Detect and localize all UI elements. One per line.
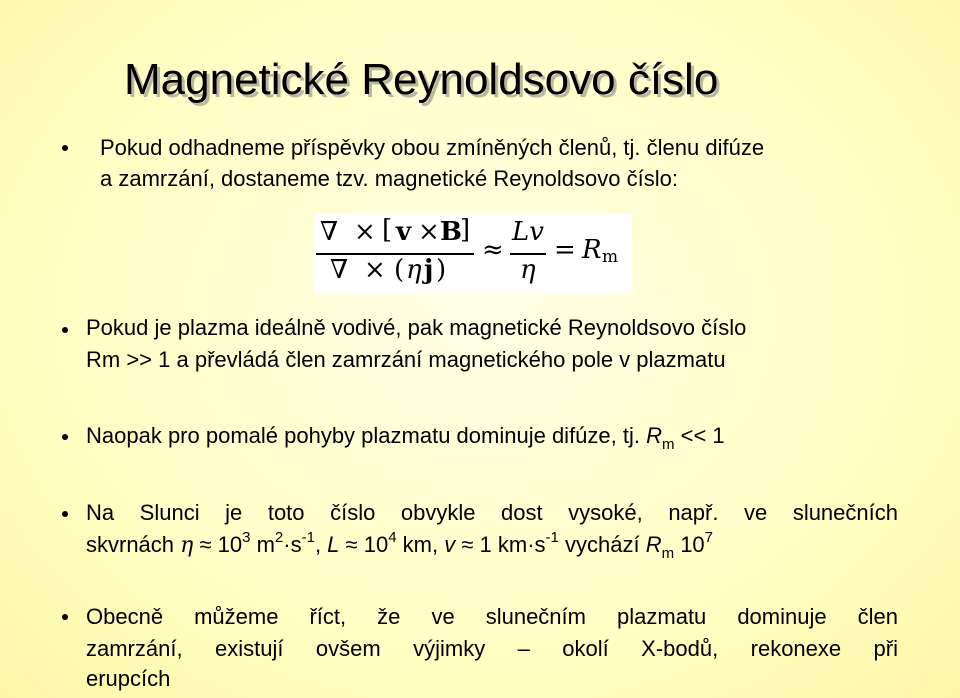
l4-L: L <box>327 532 340 557</box>
l4-R: R <box>645 532 662 557</box>
bullet-3-marker <box>62 434 68 440</box>
l4-sup-3: -1 <box>301 529 315 546</box>
bullet-5-line-3: erupcích <box>86 666 171 691</box>
bullet-2-line-2: Rm >> 1 a převládá člen zamrzání magnetického pole v plazmatu <box>86 347 726 372</box>
formula-num-B: B <box>440 217 462 247</box>
bullet-1-line-2: a zamrzání, dostaneme tzv. magnetické Reynoldsovo číslo: <box>100 166 678 191</box>
bullet-3-R-sub: m <box>662 436 675 453</box>
bullet-4-marker <box>62 511 68 517</box>
bullet-5-line-1: Obecně můžeme říct, že ve slunečním plazmatu dominuje člen <box>86 604 898 629</box>
bullet-5-marker <box>62 614 68 620</box>
bullet-2-marker <box>62 327 68 333</box>
bullet-5-line-2: zamrzání, existují ovšem výjimky – okolí X-bodů, rekonexe při <box>86 636 898 661</box>
l4-text-8: ≈ 1 km·s <box>455 532 546 557</box>
formula-num-open: [ <box>382 215 393 245</box>
formula-den-j: j <box>424 255 434 285</box>
formula-num-nabla: ∇ <box>320 217 339 247</box>
l4-v: v <box>444 532 456 557</box>
bullet-1-marker <box>62 145 68 151</box>
formula-equals: = <box>554 235 576 265</box>
bullet-4-line-1: Na Slunci je toto číslo obvykle dost vysoké, např. ve slunečních <box>86 500 898 525</box>
l4-sup-4: 4 <box>388 529 397 546</box>
l4-R-sub: m <box>661 545 675 562</box>
formula-num-times: × <box>354 217 376 247</box>
bullet-3-text: Naopak pro pomalé pohyby plazmatu dominuje difúze, tj. <box>86 423 647 448</box>
l4-sup-2: 2 <box>274 529 284 546</box>
l4-text-3: m <box>250 532 275 557</box>
l4-text-6: ≈ 10 <box>339 532 389 557</box>
page-title: Magnetické Reynoldsovo číslo <box>124 55 719 104</box>
reynolds-formula <box>314 213 632 293</box>
formula-num-v: v <box>396 217 412 247</box>
l4-text-9: vychází <box>558 532 646 557</box>
formula-R: R <box>582 235 602 265</box>
formula-approx: ≈ <box>482 235 504 265</box>
formula-den-nabla: ∇ <box>330 255 349 285</box>
formula-den-times: × <box>364 255 386 285</box>
l4-text-1: skvrnách <box>86 532 181 557</box>
l4-text-4: ·s <box>283 532 302 557</box>
bullet-2-line-1: Pokud je plazma ideálně vodivé, pak magnetické Reynoldsovo číslo <box>86 315 747 340</box>
formula-rhs-denominator: η <box>520 255 536 285</box>
l4-text-2: ≈ 10 <box>193 532 243 557</box>
formula-den-open: ( <box>394 255 405 285</box>
l4-sup-5: -1 <box>545 529 559 546</box>
formula-rhs-numerator: Lv <box>512 217 544 247</box>
bullet-3-R: R <box>646 423 662 448</box>
bullet-3-line <box>86 419 725 453</box>
eta-symbol: η <box>180 533 194 558</box>
formula-num-times2: × <box>418 217 440 247</box>
bullet-1-line-1: Pokud odhadneme příspěvky obou zmíněných členů, tj. členu difúze <box>100 135 765 160</box>
formula-num-close: ] <box>460 215 471 245</box>
formula-den-close: ) <box>436 255 447 285</box>
formula-den-eta: η <box>406 255 422 285</box>
l4-text-5: , <box>314 532 328 557</box>
bullet-3-suffix: << 1 <box>674 423 725 448</box>
bullet-4-line-2 <box>86 528 713 563</box>
l4-sup-1: 3 <box>242 529 251 546</box>
l4-text-7: km, <box>396 532 445 557</box>
l4-sup-6: 7 <box>704 529 714 546</box>
formula-R-sub: m <box>602 247 619 267</box>
l4-text-10: 10 <box>674 532 705 557</box>
